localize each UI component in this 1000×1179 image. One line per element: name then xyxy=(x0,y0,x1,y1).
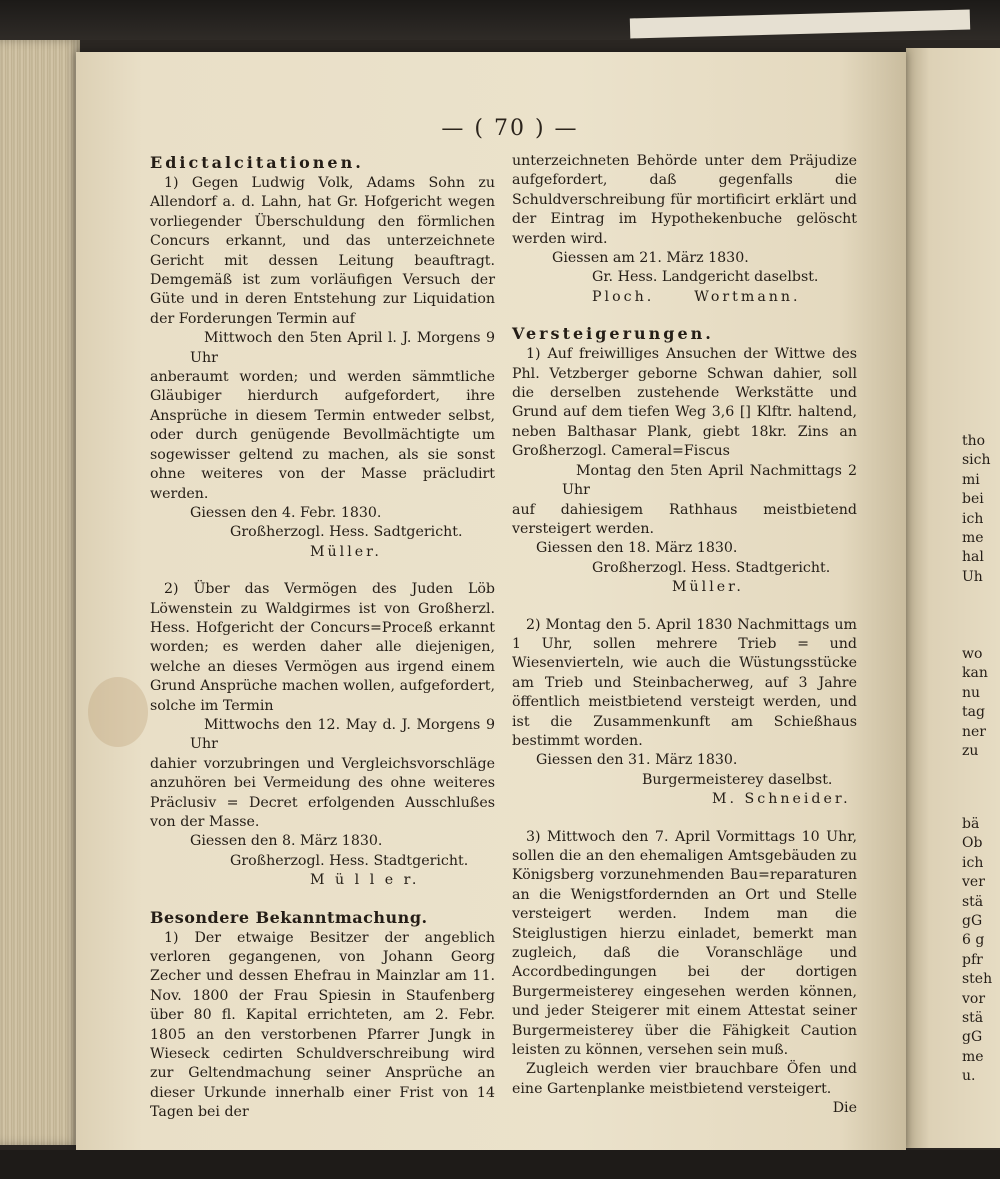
section-heading-edictalcitationen: Edictalcitationen. xyxy=(150,153,364,172)
notice-paragraph: auf dahiesigem Rathhaus meistbietend versteigert werden. xyxy=(512,501,857,537)
notice-court: Burgermeisterey daselbst. xyxy=(642,771,833,788)
text-fragment: tho xyxy=(962,433,986,449)
notice-signature: Müller. xyxy=(672,579,744,596)
text-fragment: zu xyxy=(962,743,979,760)
page-edges xyxy=(0,40,80,1145)
notice-paragraph: 1) Gegen Ludwig Volk, Adams Sohn zu Allendorf a. d. Lahn, hat Gr. Hofgericht wegen vorliegender Überschuldung den förmlichen Concurs erkannt, und das unterzeichnete Gericht mit dessen Leitung beauftragt. Demgemäß ist zum vorläufigen Versuch der Güte und in deren Entstehung zur Liquidation der Forderungen Termin auf xyxy=(150,175,495,327)
text-fragment: bei xyxy=(962,491,984,508)
notice-paragraph: 3) Mittwoch den 7. April Vormittags 10 Uhr, sollen die an den ehemaligen Amtsgebäuden zu Königsberg vorzunehmenden Bau=reparaturen an die Wenigstfordernden an Ort und Stelle versteigert werden. Indem man die Steiglustigen hierzu einladet, bemerkt man zugleich, daß die Voranschläge und Accordbedingungen bei der dortigen Burgermeisterey eingesehen werden können, und jeder Steigerer mit einem Attestat seiner Burgermeisterey über die Fähigkeit Caution leisten zu können, versehen sein muß. xyxy=(512,828,857,1059)
notice-place-date: Giessen den 18. März 1830. xyxy=(536,540,738,557)
right-text-column xyxy=(512,152,857,1119)
text-fragment: sich xyxy=(962,452,991,469)
notice-signature: Wortmann. xyxy=(694,288,801,305)
left-text-column xyxy=(150,152,495,1123)
notice-place-date: Giessen am 21. März 1830. xyxy=(552,250,749,267)
text-fragment: ich xyxy=(962,510,984,527)
notice-court: Großherzogl. Hess. Stadtgericht. xyxy=(592,559,831,576)
background-bottom xyxy=(0,1150,1000,1179)
notice-paragraph: 2) Montag den 5. April 1830 Nachmittags um 1 Uhr, sollen mehrere Trieb = und Wiesenvierteln, wie auch die Wüstungsstücke am Trieb und Steinbacherweg, auf 3 Jahre öffentlich meistbietend versteigt werden, und ist die Zusammenkunft am Schießhaus bestimmt worden. xyxy=(512,616,857,749)
section-heading-besondere-bekanntmachung: Besondere Bekanntmachung. xyxy=(150,907,428,927)
notice-paragraph: 2) Über das Vermögen des Juden Löb Löwenstein zu Waldgirmes ist von Großherzl. Hess. Hofgericht der Concurs=Proceß erkannt worden; es werden daher alle diejenigen, welche an dieses Vermögen aus irgend einem Grund Ansprüche machen wollen, aufgefordert, solche im Termin xyxy=(150,581,495,714)
text-fragment: gG xyxy=(962,1029,983,1046)
right-page-fragments-3 xyxy=(962,815,992,1087)
notice-place-date: Giessen den 4. Febr. 1830. xyxy=(190,504,382,521)
text-fragment: me xyxy=(962,1048,984,1065)
right-page-fragments-1 xyxy=(962,432,991,587)
notice-signature: Ploch. xyxy=(592,288,655,305)
text-fragment: bä xyxy=(962,816,980,832)
text-fragment: Ob xyxy=(962,835,983,852)
notice-court: Gr. Hess. Landgericht daselbst. xyxy=(592,269,819,286)
text-fragment: u. xyxy=(962,1068,976,1085)
page-number: — ( 70 ) — xyxy=(441,116,579,141)
notice-paragraph: anberaumt worden; und werden sämmtliche Gläubiger hierdurch aufgefordert, ihre Ansprüche in diesem Termin entweder selbst, oder durch genügende Bevollmächtigte um sogewisser geltend zu machen, als sie sonst ohne weiteres von der Masse präcludirt werden. xyxy=(150,369,495,502)
notice-paragraph: dahier vorzubringen und Vergleichsvorschläge anzuhören bei Vermeidung des ohne weiteres Präclusiv = Decret erfolgenden Ausschlußes von der Masse. xyxy=(150,755,495,830)
catchword: Die xyxy=(832,1100,857,1117)
text-fragment: ich xyxy=(962,854,984,871)
text-fragment: hal xyxy=(962,549,984,566)
text-fragment: steh xyxy=(962,971,993,988)
notice-paragraph: unterzeichneten Behörde unter dem Präjudize aufgefordert, daß gegenfalls die Schuldverschreibung für mortificirt erklärt und der Eintrag im Hypothekenbuche gelöscht werden wird. xyxy=(512,153,857,247)
text-fragment: me xyxy=(962,530,984,547)
text-fragment: ver xyxy=(962,874,985,891)
notice-date: Mittwochs den 12. May d. J. Morgens 9 Uhr xyxy=(190,716,495,753)
section-heading-versteigerungen: Versteigerungen. xyxy=(512,324,714,344)
notice-place-date: Giessen den 31. März 1830. xyxy=(536,752,738,769)
text-fragment: mi xyxy=(962,471,980,488)
notice-place-date: Giessen den 8. März 1830. xyxy=(190,833,383,850)
notice-paragraph: Zugleich werden vier brauchbare Öfen und eine Gartenplanke meistbietend versteigert. xyxy=(512,1061,857,1097)
text-fragment: stä xyxy=(962,893,984,910)
paper-stain xyxy=(88,677,148,747)
notice-court: Großherzogl. Hess. Sadtgericht. xyxy=(230,524,463,541)
notice-signature: M. Schneider. xyxy=(712,791,851,808)
notice-signature: M ü l l e r. xyxy=(310,872,420,889)
text-fragment: tag xyxy=(962,704,985,721)
notice-paragraph: 1) Der etwaige Besitzer der angeblich verloren gegangenen, von Johann Georg Zecher und dessen Ehefrau in Mainzlar am 11. Nov. 1800 der Frau Spiesin in Staufenberg über 80 fl. Kapital errichteten, am 2. Febr. 1805 an den verstorbenen Pfarrer Jungk in Wieseck cedirten Schuldverschreibung wird zur Geltendmachung seiner Ansprüche an dieser Urkunde innerhalb einer Frist von 14 Tagen bei der xyxy=(150,929,495,1121)
notice-date: Mittwoch den 5ten April l. J. Morgens 9 Uhr xyxy=(190,330,495,366)
notice-date: Montag den 5ten April Nachmittags 2 Uhr xyxy=(562,462,857,499)
text-fragment: kan xyxy=(962,665,988,682)
text-fragment: nu xyxy=(962,684,981,701)
text-fragment: 6 g xyxy=(962,932,985,949)
notice-paragraph: 1) Auf freiwilliges Ansuchen der Wittwe des Phl. Vetzberger geborne Schwan dahier, soll die derselben zustehende Werkstätte und Grund auf dem tiefen Weg 3,6 [] Klftr. haltend, neben Balthasar Plank, giebt 18kr. Zins an Großherzogl. Cameral=Fiscus xyxy=(512,346,857,460)
text-fragment: ner xyxy=(962,723,986,740)
notice-signatures xyxy=(512,288,857,307)
notice-signature: Müller. xyxy=(310,543,382,560)
text-fragment: stä xyxy=(962,1010,984,1027)
text-fragment: vor xyxy=(962,990,986,1007)
notice-court: Großherzogl. Hess. Stadtgericht. xyxy=(230,852,469,869)
text-fragment: pfr xyxy=(962,951,983,968)
text-fragment: gG xyxy=(962,913,983,930)
right-page-fragments-2 xyxy=(962,645,988,761)
text-fragment: wo xyxy=(962,646,983,662)
text-fragment: Uh xyxy=(962,568,983,585)
